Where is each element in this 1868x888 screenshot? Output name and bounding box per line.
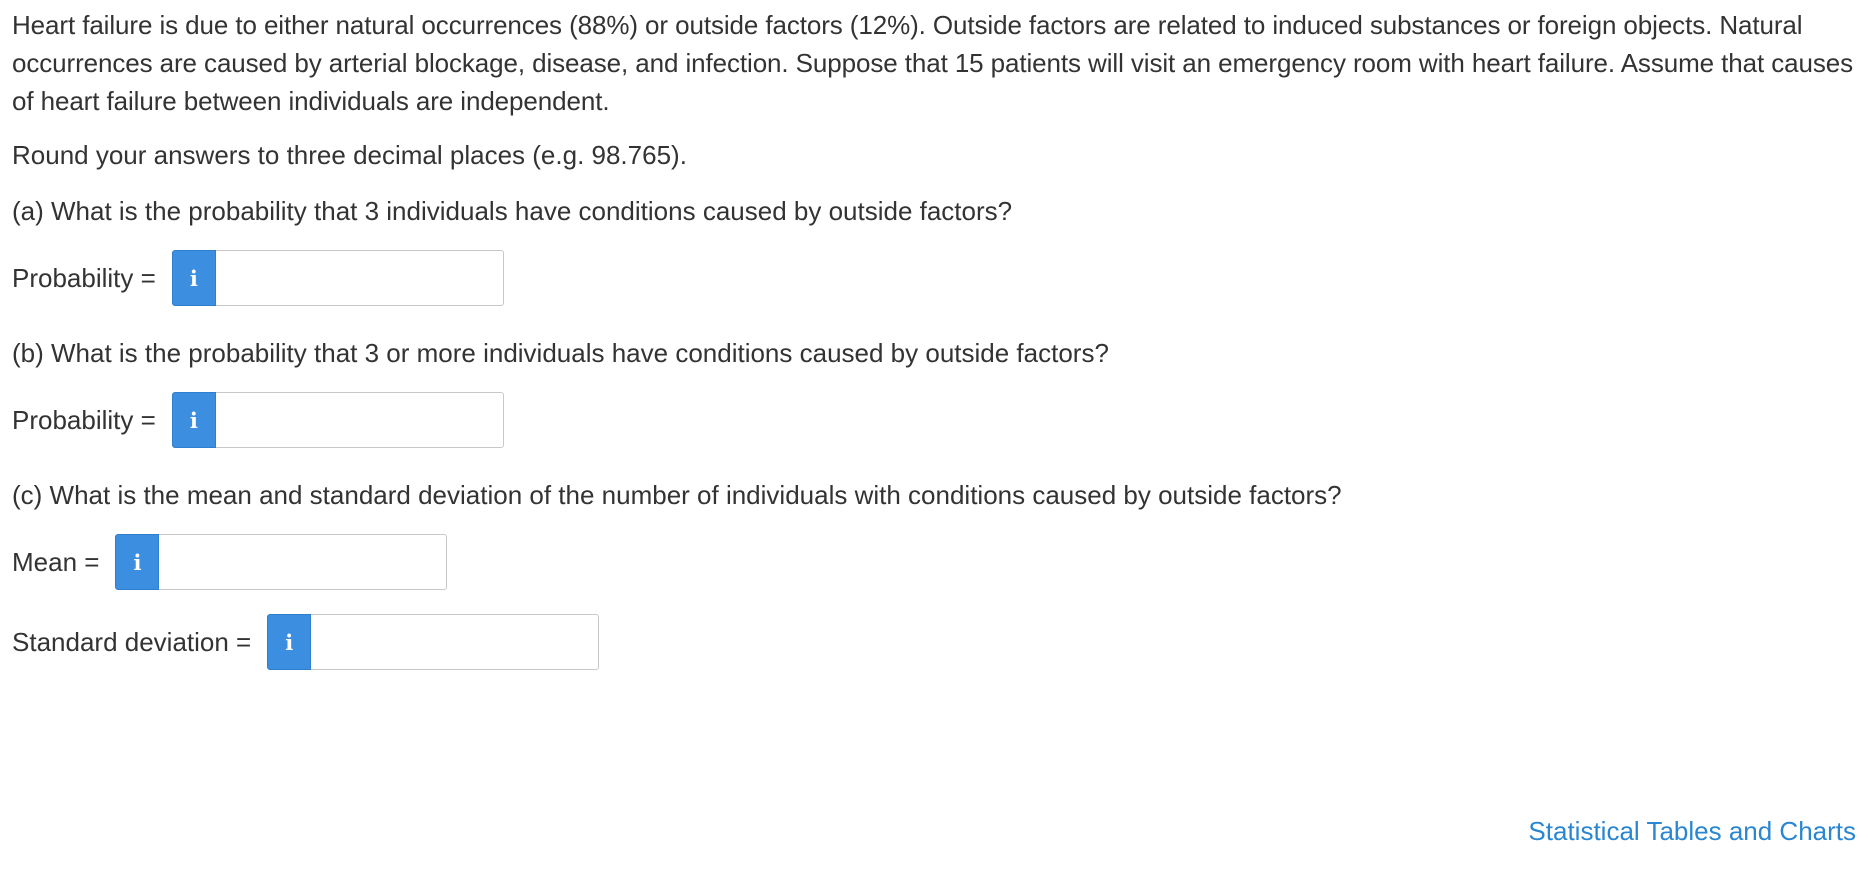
standard-deviation-label: Standard deviation = [12, 627, 252, 657]
info-icon: i [189, 407, 198, 433]
problem-statement: Heart failure is due to either natural occurrences (88%) or outside factors (12%). Outside factors are related to induced substances or foreign objects. Natural occurrences are caused by arterial blockage, disease, and infection. Suppose that 15 patients will visit an emergency room with heart failure. Assume that causes of heart failure between individuals are independent. [12, 10, 1854, 116]
question-c: (c) What is the mean and standard deviation of the number of individuals with conditions caused by outside factors? [12, 480, 1342, 510]
info-icon: i [133, 549, 142, 575]
probability-input-b[interactable] [216, 392, 504, 448]
answer-row-sd [12, 614, 1862, 670]
info-icon: i [285, 629, 294, 655]
info-button-mean[interactable] [115, 534, 159, 590]
probability-label-b: Probability = [12, 405, 156, 435]
mean-label: Mean = [12, 547, 100, 577]
probability-input-a[interactable] [216, 250, 504, 306]
answer-row-b [12, 392, 1862, 448]
rounding-instructions: Round your answers to three decimal places (e.g. 98.765). [12, 140, 687, 170]
mean-input[interactable] [159, 534, 447, 590]
probability-label-a: Probability = [12, 263, 156, 293]
info-icon: i [189, 265, 198, 291]
answer-row-a [12, 250, 1862, 306]
answer-row-mean [12, 534, 1862, 590]
standard-deviation-input[interactable] [311, 614, 599, 670]
statistical-tables-link[interactable]: Statistical Tables and Charts [1528, 816, 1856, 846]
question-a: (a) What is the probability that 3 individuals have conditions caused by outside factors? [12, 196, 1013, 226]
question-b: (b) What is the probability that 3 or more individuals have conditions caused by outside factors? [12, 338, 1109, 368]
question-page [12, 0, 1862, 670]
info-button-a[interactable] [172, 250, 216, 306]
info-button-sd[interactable] [267, 614, 311, 670]
info-button-b[interactable] [172, 392, 216, 448]
